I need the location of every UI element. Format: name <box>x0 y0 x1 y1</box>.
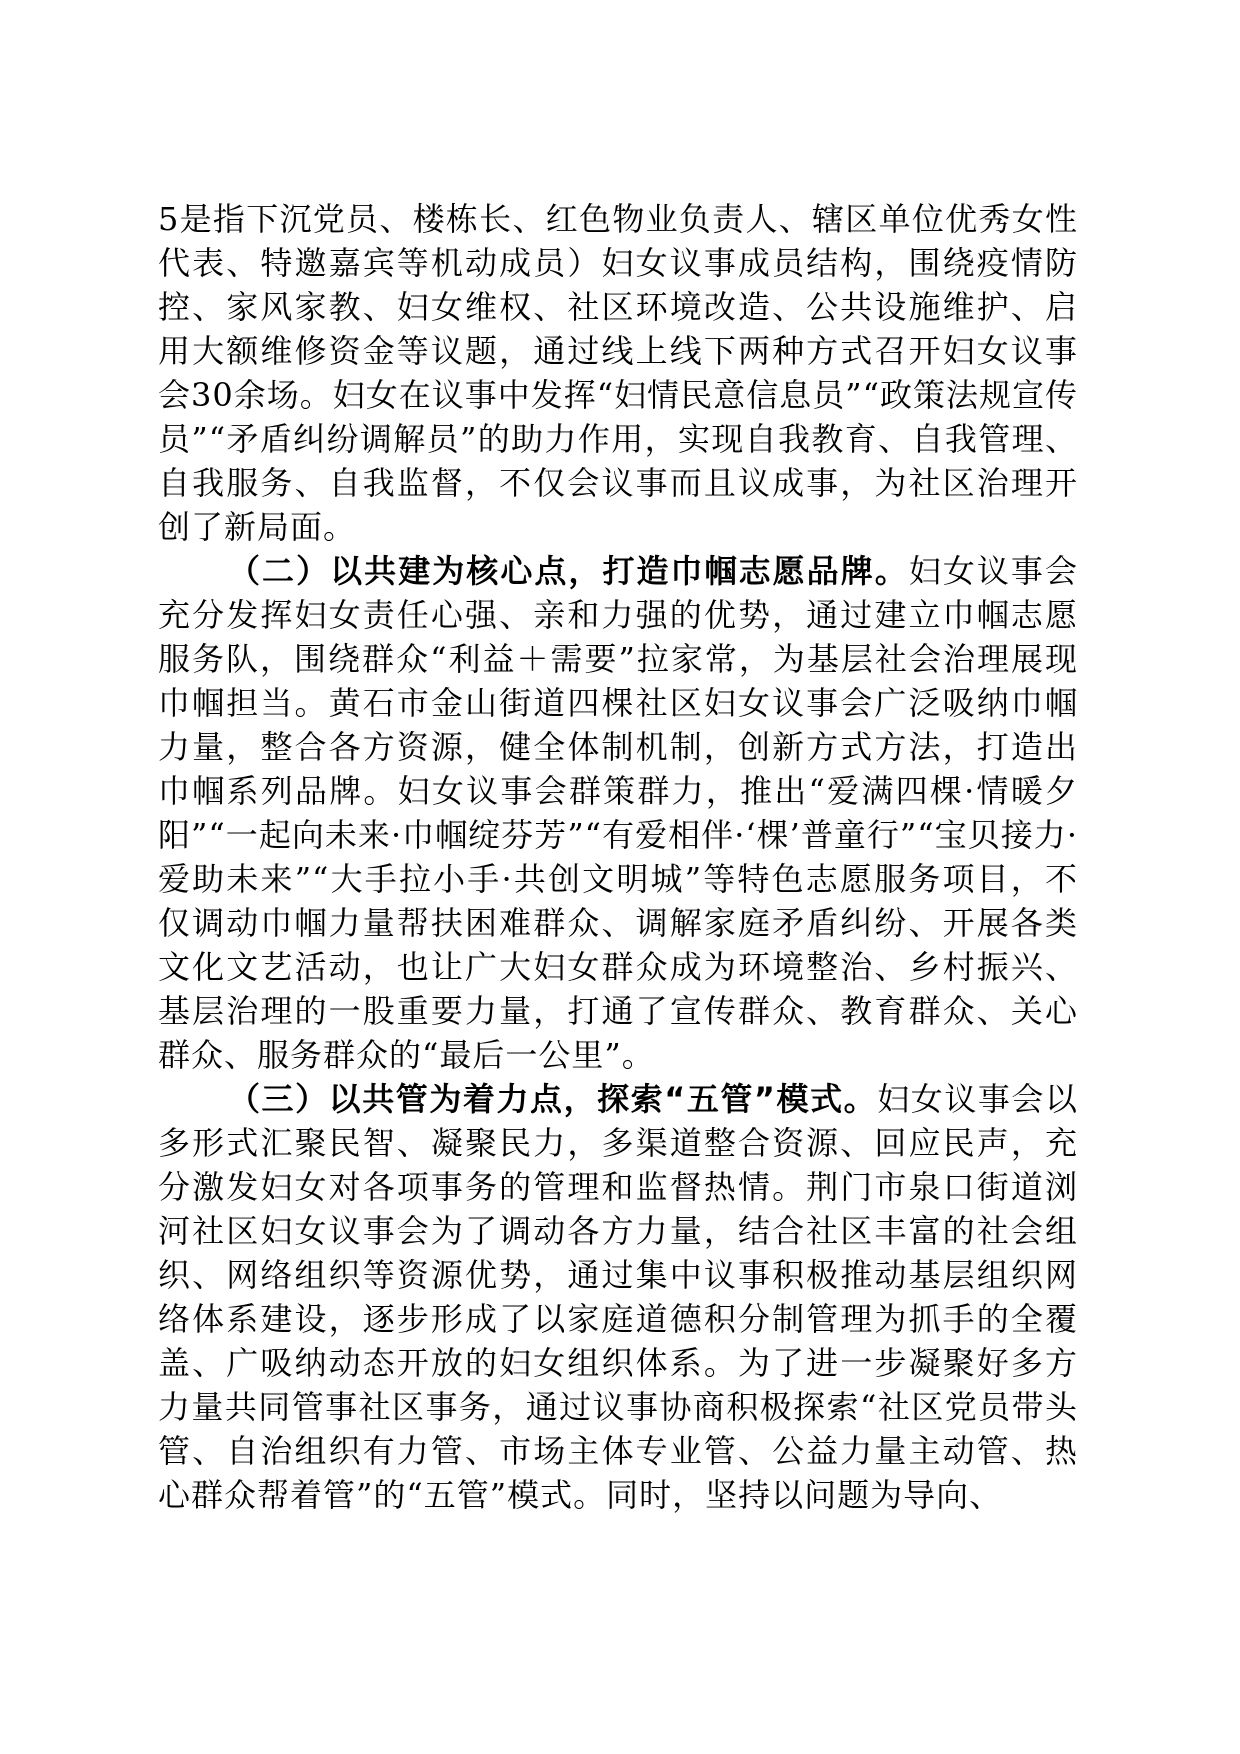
paragraph-section-2 <box>158 549 1078 1077</box>
paragraph-body: 妇女议事会充分发挥妇女责任心强、亲和力强的优势，通过建立巾帼志愿服务队，围绕群众“利益＋需要”拉家常，为基层社会治理展现巾帼担当。黄石市金山街道四棵社区妇女议事会广泛吸纳巾帼力量，整合各方资源，健全体制机制，创新方式方法，打造出巾帼系列品牌。妇女议事会群策群力，推出“爱满四棵·情暖夕阳”“一起向未来·巾帼绽芬芳”“有爱相伴·‘棵’普童行”“宝贝接力·爱助未来”“大手拉小手·共创文明城”等特色志愿服务项目，不仅调动巾帼力量帮扶困难群众、调解家庭矛盾纠纷、开展各类文化文艺活动，也让广大妇女群众成为环境整治、乡村振兴、基层治理的一股重要力量，打通了宣传群众、教育群众、关心群众、服务群众的“最后一公里”。 <box>158 552 1078 1074</box>
section-heading: （三）以共管为着力点，探索“五管”模式。 <box>228 1080 878 1118</box>
paragraph-body: 妇女议事会以多形式汇聚民智、凝聚民力，多渠道整合资源、回应民声，充分激发妇女对各项事务的管理和监督热情。荆门市泉口街道浏河社区妇女议事会为了调动各方力量，结合社区丰富的社会组织、网络组织等资源优势，通过集中议事积极推动基层组织网络体系建设，逐步形成了以家庭道德积分制管理为抓手的全覆盖、广吸纳动态开放的妇女组织体系。为了进一步凝聚好多方力量共同管事社区事务，通过议事协商积极探索“社区党员带头管、自治组织有力管、市场主体专业管、公益力量主动管、热心群众帮着管”的“五管”模式。同时，坚持以问题为导向、 <box>158 1080 1078 1514</box>
document-body <box>158 197 1078 1517</box>
paragraph-section-3 <box>158 1077 1078 1517</box>
paragraph-body: 5是指下沉党员、楼栋长、红色物业负责人、辖区单位优秀女性代表、特邀嘉宾等机动成员）妇女议事成员结构，围绕疫情防控、家风家教、妇女维权、社区环境改造、公共设施维护、启用大额维修资金等议题，通过线上线下两种方式召开妇女议事会30余场。妇女在议事中发挥“妇情民意信息员”“政策法规宣传员”“矛盾纠纷调解员”的助力作用，实现自我教育、自我管理、自我服务、自我监督，不仅会议事而且议成事，为社区治理开创了新局面。 <box>158 200 1078 546</box>
paragraph-continuation <box>158 197 1078 549</box>
section-heading: （二）以共建为核心点，打造巾帼志愿品牌。 <box>228 552 909 590</box>
